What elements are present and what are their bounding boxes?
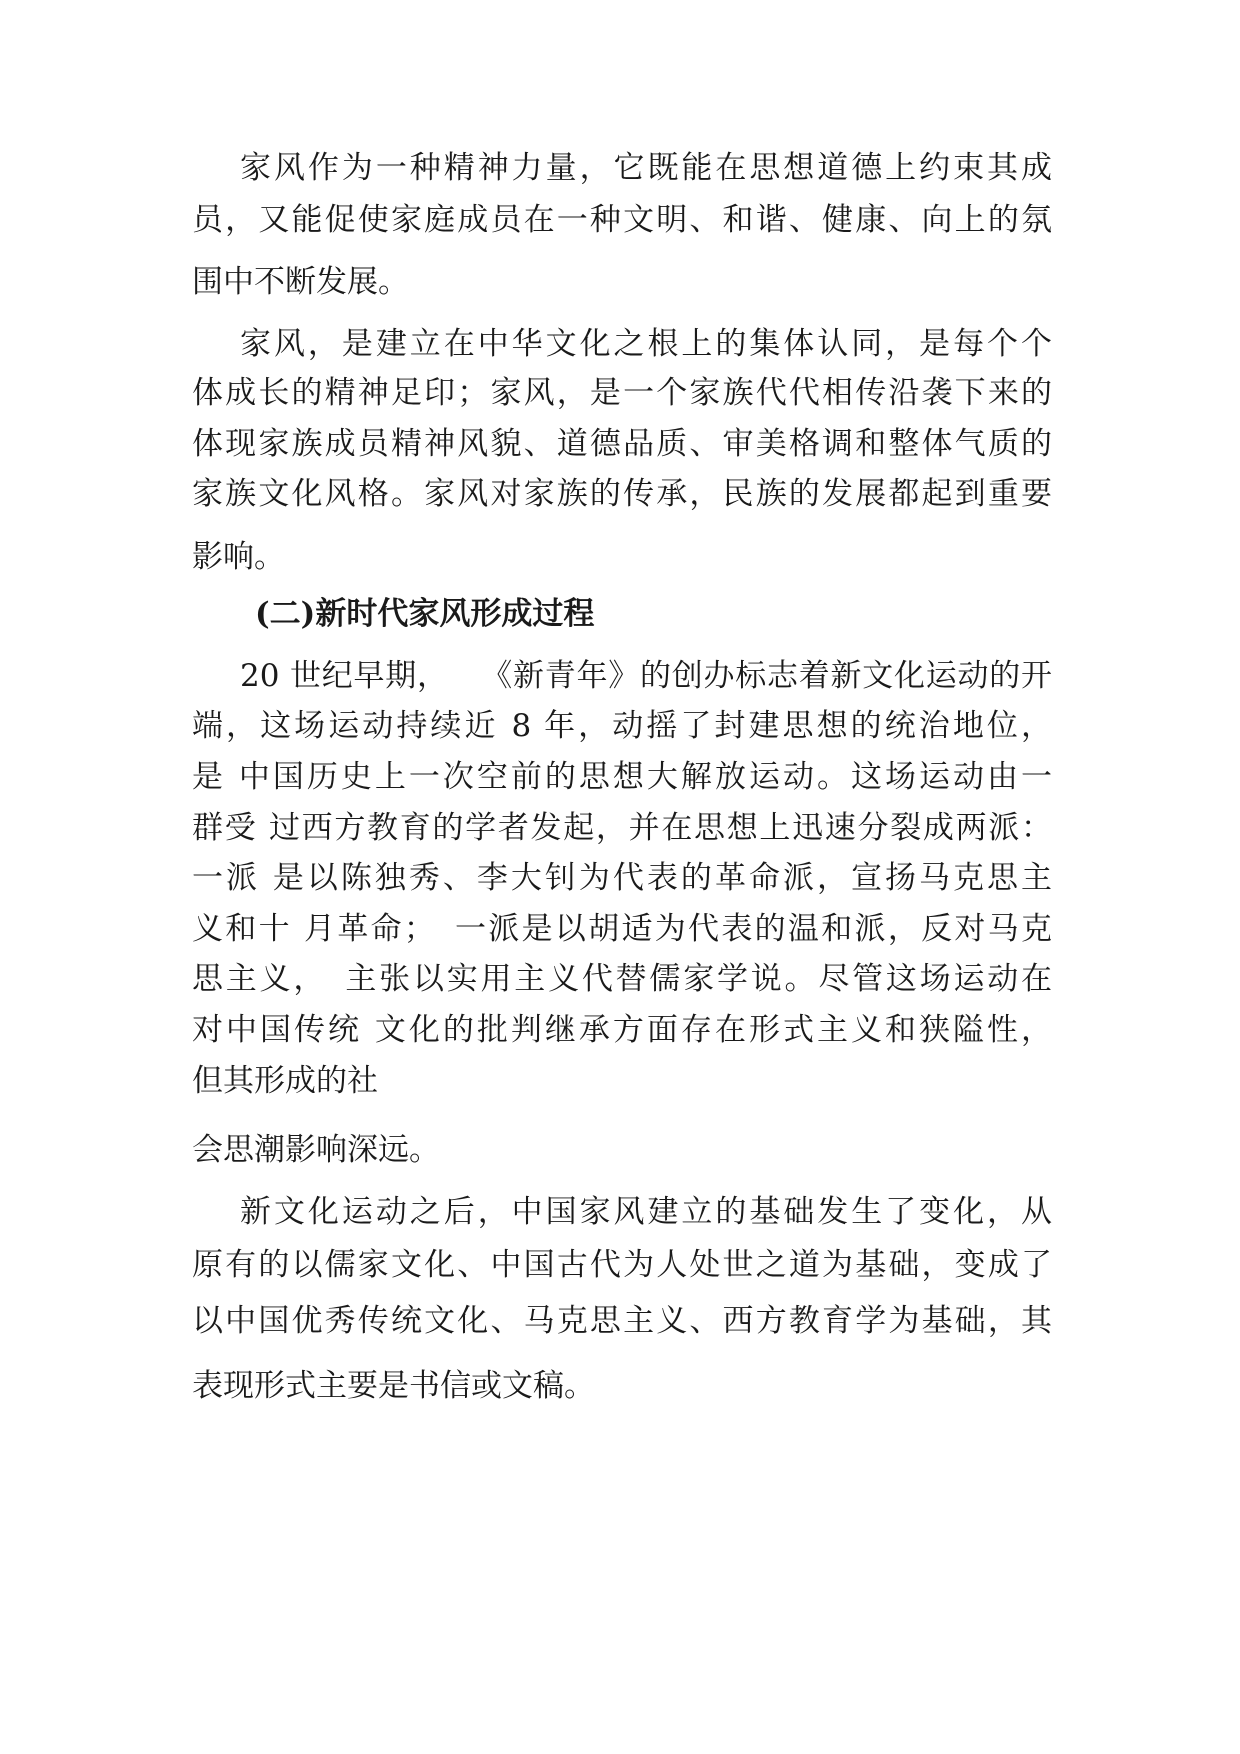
paragraph-1-line-1: 家风作为一种精神力量，它既能在思想道德上约束其成 (240, 150, 1052, 186)
paragraph-3-line-5: 一派 是以陈独秀、李大钊为代表的革命派，宣扬马克思主 (192, 860, 1052, 896)
section-heading: (二)新时代家风形成过程 (255, 596, 595, 632)
paragraph-2-line-2: 体成长的精神足印；家风，是一个家族代代相传沿袭下来的 (192, 375, 1052, 411)
paragraph-2-line-5: 影响。 (192, 539, 285, 575)
paragraph-3-line-6: 义和十 月革命； 一派是以胡适为代表的温和派，反对马克 (192, 911, 1052, 947)
paragraph-1-line-3: 围中不断发展。 (192, 264, 409, 300)
paragraph-3-line-8: 对中国传统 文化的批判继承方面存在形式主义和狭隘性， (192, 1012, 1052, 1048)
paragraph-4-line-3: 以中国优秀传统文化、马克思主义、西方教育学为基础，其 (192, 1303, 1052, 1339)
paragraph-2-line-3: 体现家族成员精神风貌、道德品质、审美格调和整体气质的 (192, 426, 1052, 462)
paragraph-4-line-2: 原有的以儒家文化、中国古代为人处世之道为基础，变成了 (192, 1247, 1052, 1283)
paragraph-4-line-4: 表现形式主要是书信或文稿。 (192, 1368, 595, 1404)
paragraph-3-line-4: 群受 过西方教育的学者发起，并在思想上迅速分裂成两派： (192, 810, 1052, 846)
paragraph-3-line-7: 思主义， 主张以实用主义代替儒家学说。尽管这场运动在 (192, 961, 1052, 997)
paragraph-3-line-3: 是 中国历史上一次空前的思想大解放运动。这场运动由一 (192, 759, 1052, 795)
paragraph-3-line-9: 但其形成的社 (192, 1063, 378, 1099)
paragraph-1-line-2: 员，又能促使家庭成员在一种文明、和谐、健康、向上的氛 (192, 202, 1052, 238)
paragraph-3-line-10: 会思潮影响深远。 (192, 1132, 440, 1168)
paragraph-3-line-1: 20 世纪早期， 《新青年》的创办标志着新文化运动的开 (240, 658, 1052, 694)
paragraph-2-line-4: 家族文化风格。家风对家族的传承，民族的发展都起到重要 (192, 476, 1052, 512)
paragraph-3-line-2: 端，这场运动持续近 8 年，动摇了封建思想的统治地位， (192, 708, 1052, 744)
paragraph-4-line-1: 新文化运动之后，中国家风建立的基础发生了变化，从 (240, 1194, 1052, 1230)
paragraph-2-line-1: 家风，是建立在中华文化之根上的集体认同，是每个个 (240, 326, 1052, 362)
